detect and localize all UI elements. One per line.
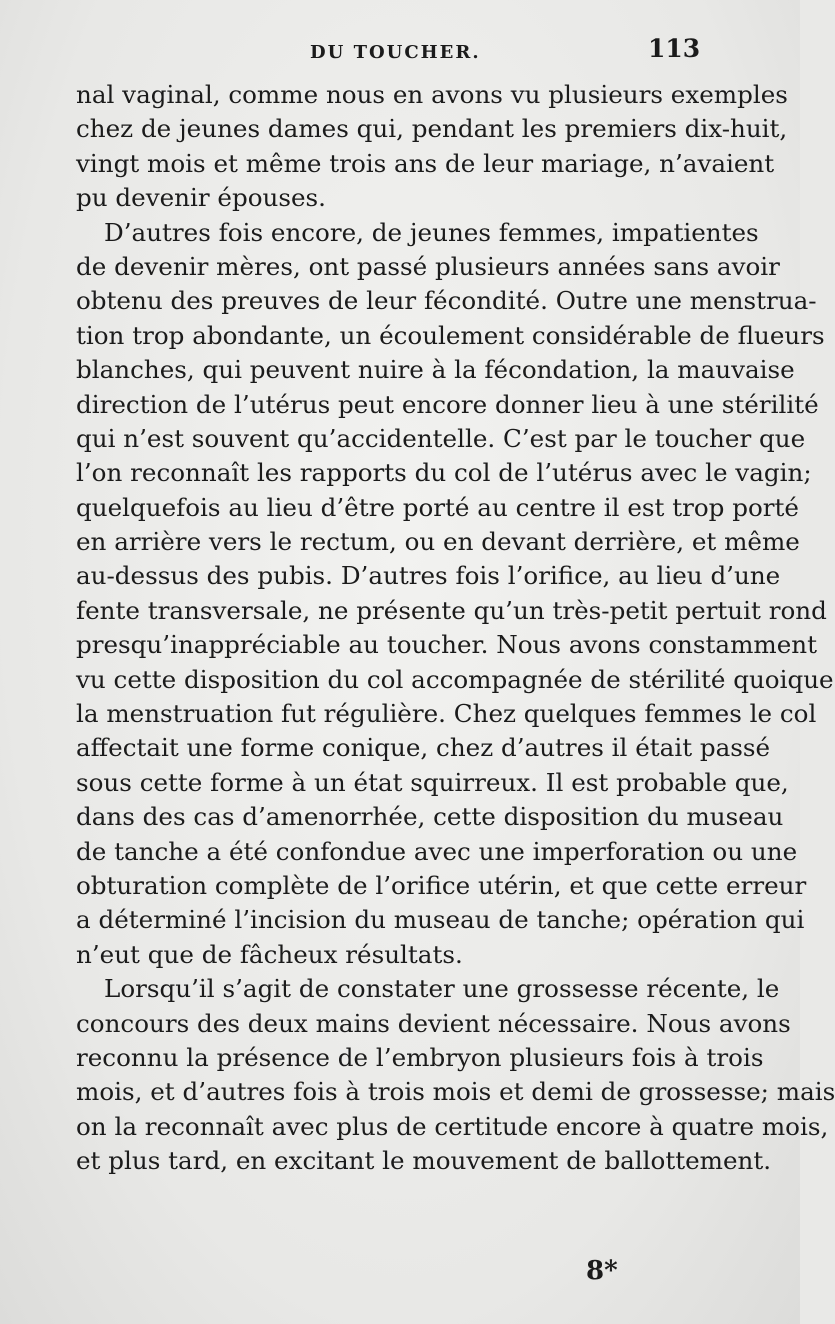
text-line: qui n’est souvent qu’accidentelle. C’est par le toucher que <box>76 423 806 453</box>
text-line: mois, et d’autres fois à trois mois et demi de grossesse; mais <box>76 1077 835 1107</box>
text-line: l’on reconnaît les rapports du col de l’utérus avec le vagin; <box>76 458 812 488</box>
text-line: on la reconnaît avec plus de certitude encore à quatre mois, <box>76 1111 829 1141</box>
text-line: chez de jeunes dames qui, pendant les premiers dix-huit, <box>76 114 788 144</box>
text-line: vingt mois et même trois ans de leur mariage, n’avaient <box>76 148 775 178</box>
text-line: la menstruation fut régulière. Chez quelques femmes le col <box>76 699 817 729</box>
text-line: de devenir mères, ont passé plusieurs années sans avoir <box>76 251 780 281</box>
body-text <box>76 78 835 1179</box>
page-header <box>0 32 800 72</box>
text-line: en arrière vers le rectum, ou en devant derrière, et même <box>76 527 800 557</box>
text-line: tion trop abondante, un écoulement considérable de flueurs <box>76 320 825 350</box>
text-line: obtenu des preuves de leur fécondité. Outre une menstrua- <box>76 286 817 316</box>
text-line: obturation complète de l’orifice utérin, et que cette erreur <box>76 870 807 900</box>
page-number: 113 <box>648 34 701 63</box>
text-line: sous cette forme à un état squirreux. Il est probable que, <box>76 767 789 797</box>
text-line: fente transversale, ne présente qu’un très-petit pertuit rond <box>76 595 827 625</box>
text-line: concours des deux mains devient nécessaire. Nous avons <box>76 1008 791 1038</box>
text-line: quelquefois au lieu d’être porté au centre il est trop porté <box>76 492 799 522</box>
text-line: et plus tard, en excitant le mouvement de ballottement. <box>76 1146 772 1176</box>
text-line: de tanche a été confondue avec une imperforation ou une <box>76 836 798 866</box>
text-line: au-dessus des pubis. D’autres fois l’orifice, au lieu d’une <box>76 561 781 591</box>
text-line: presqu’inappréciable au toucher. Nous avons constamment <box>76 630 817 660</box>
text-line: a déterminé l’incision du museau de tanche; opération qui <box>76 905 805 935</box>
text-line: D’autres fois encore, de jeunes femmes, impatientes <box>104 217 759 247</box>
text-line: n’eut que de fâcheux résultats. <box>76 939 463 969</box>
signature-mark: 8* <box>586 1256 618 1286</box>
text-line: direction de l’utérus peut encore donner lieu à une stérilité <box>76 389 819 419</box>
running-head: DU TOUCHER. <box>310 42 481 63</box>
text-line: nal vaginal, comme nous en avons vu plusieurs exemples <box>76 80 788 109</box>
text-line: Lorsqu’il s’agit de constater une grossesse récente, le <box>104 974 780 1004</box>
text-line: pu devenir épouses. <box>76 183 326 213</box>
text-line: reconnu la présence de l’embryon plusieurs fois à trois <box>76 1042 764 1072</box>
text-line: blanches, qui peuvent nuire à la fécondation, la mauvaise <box>76 355 795 385</box>
text-line: dans des cas d’amenorrhée, cette disposition du museau <box>76 802 784 832</box>
text-line: affectait une forme conique, chez d’autres il était passé <box>76 733 771 763</box>
text-line: vu cette disposition du col accompagnée de stérilité quoique <box>76 664 834 694</box>
